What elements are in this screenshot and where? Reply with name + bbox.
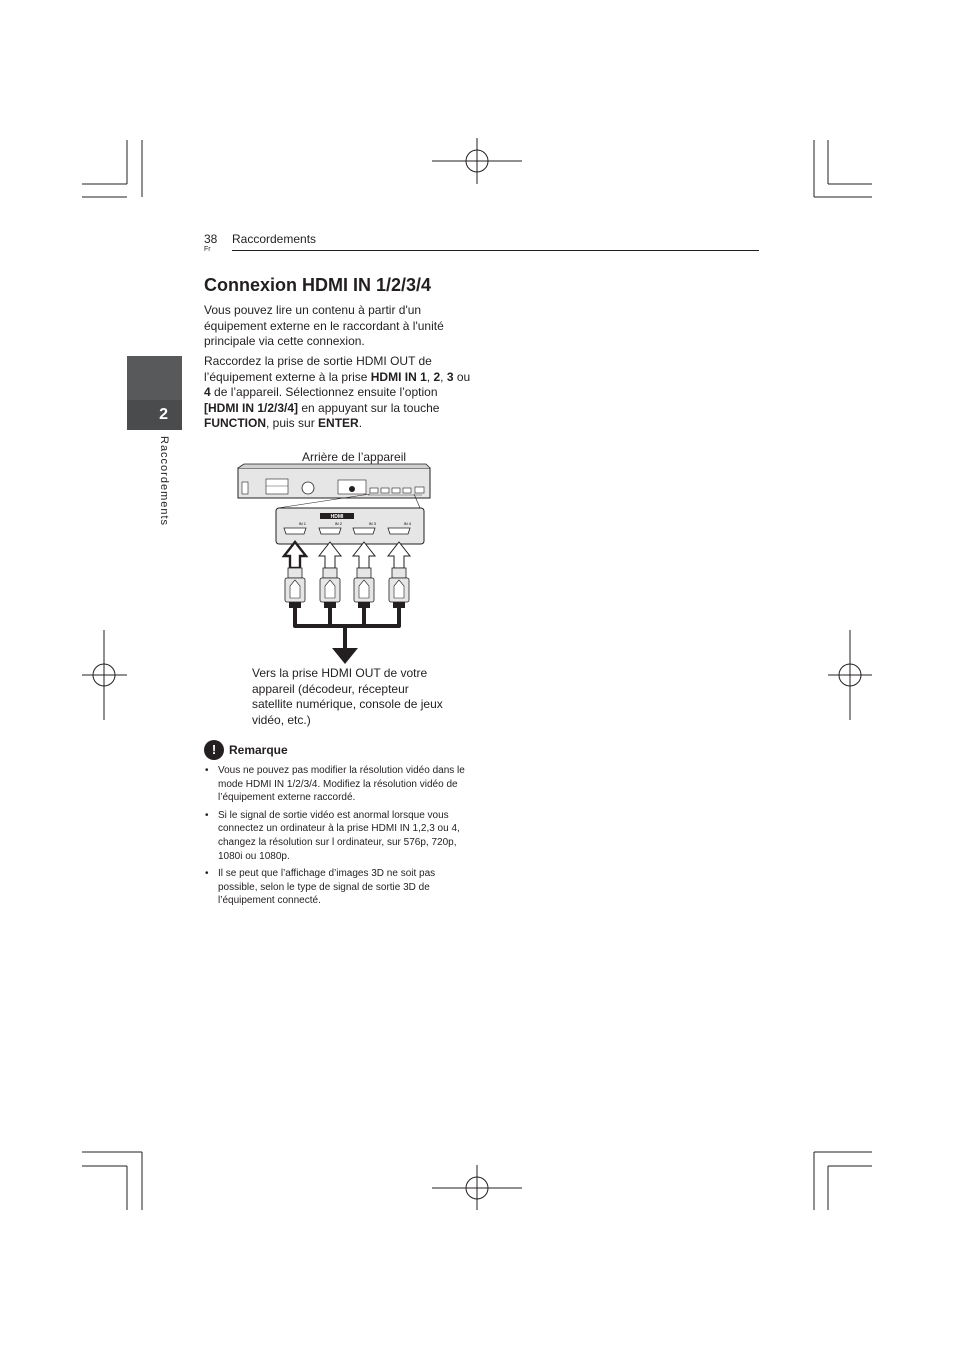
- output-description: Vers la prise HDMI OUT de votre appareil (décodeur, récepteur satellite numérique, console de jeux vidéo, etc.): [252, 666, 443, 727]
- hdmi-connectors: [285, 568, 409, 602]
- hdmi-connection-diagram: [230, 462, 440, 672]
- port-label-2: IN 2: [334, 521, 342, 526]
- page-language: Fr: [204, 246, 211, 253]
- chapter-label: Raccordements: [158, 436, 170, 527]
- note-item: • Il se peut que l’affichage d’images 3D ne soit pas possible, selon le type de signal de sortie 3D de l’équipement connecté.: [204, 867, 472, 908]
- rear-panel-label: Arrière de l’appareil: [302, 450, 407, 464]
- note-item: • Vous ne pouvez pas modifier la résolution vidéo dans le mode HDMI IN 1/2/3/4. Modifiez la résolution vidéo de l’équipement externe raccordé.: [204, 764, 472, 805]
- section-header: Raccordements: [232, 232, 317, 246]
- note-list: [204, 764, 472, 912]
- hdmi-input-panel: [276, 508, 424, 544]
- device-rear-panel: [238, 464, 430, 498]
- hdmi-panel-label: HDMI: [330, 514, 344, 520]
- chapter-number: 2: [127, 400, 182, 430]
- page-title: Connexion HDMI IN 1/2/3/4: [204, 275, 432, 295]
- note-item: • Si le signal de sortie vidéo est anormal lorsque vous connectez un ordinateur à la prise HDMI IN 1,2,3 ou 4, changez la résolution sur l ordinateur, sur 576p, 720p, 1080i ou 1080p.: [204, 809, 472, 863]
- note-title: Remarque: [229, 743, 288, 757]
- instructions-paragraph: Raccordez la prise de sortie HDMI OUT de l’équipement externe à la prise HDMI IN 1, 2, 3 ou 4 de l’appareil. Sélectionnez ensuite l’option [HDMI IN 1/2/3/4] en appuyant sur la touche FUNCTION, puis sur ENTER.: [204, 354, 471, 430]
- exclamation-icon: !: [204, 740, 224, 760]
- intro-paragraph: Vous pouvez lire un contenu à partir d'un équipement externe en le raccordant à l'unité principale via cette connexion.: [204, 303, 444, 348]
- header-rule: [232, 250, 759, 251]
- port-label-1: IN 1: [298, 521, 306, 526]
- port-label-3: IN 3: [368, 521, 376, 526]
- page-number: 38: [204, 232, 218, 246]
- port-label-4: IN 4: [403, 521, 411, 526]
